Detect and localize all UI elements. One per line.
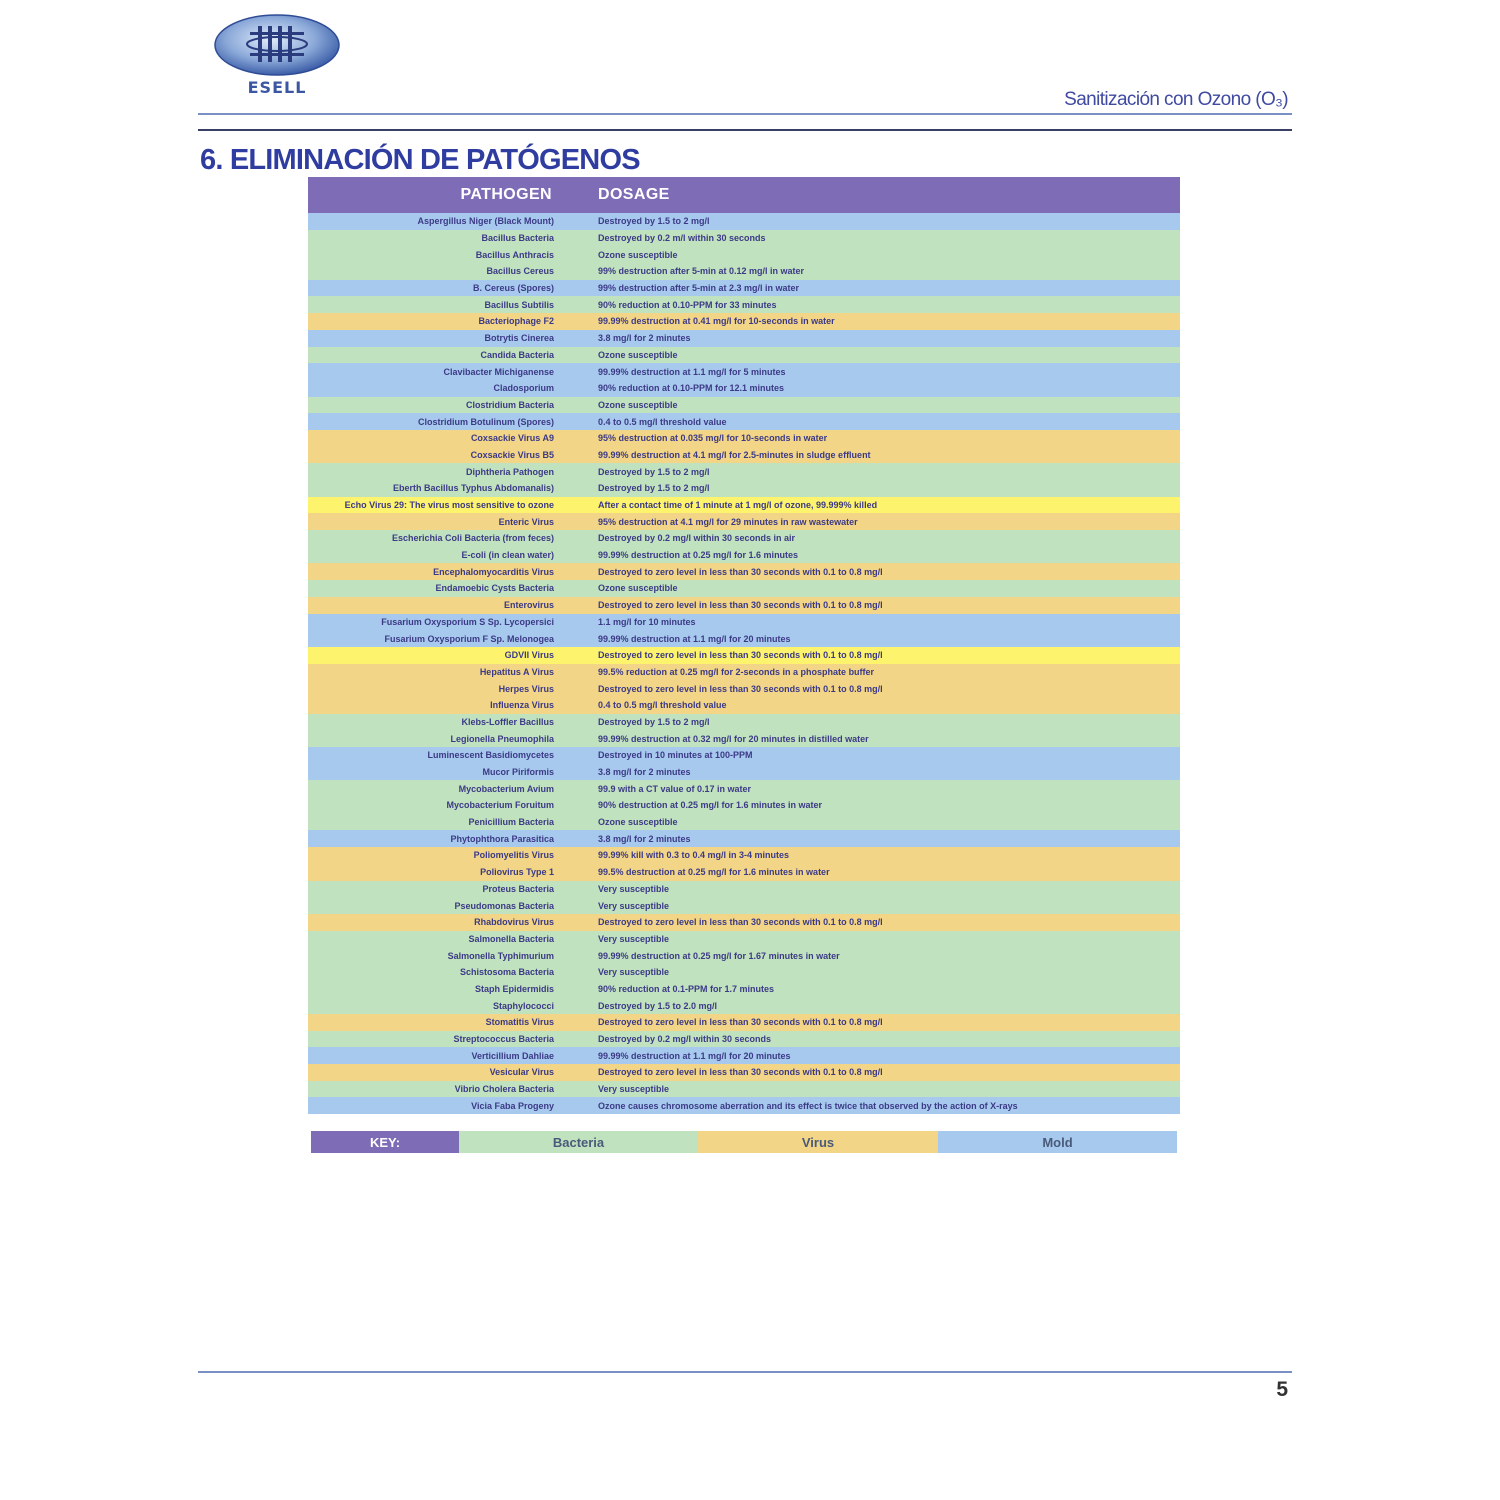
pathogen-cell: Cladosporium — [493, 383, 554, 394]
dosage-cell: 99.99% destruction at 0.25 mg/l for 1.67 minutes in water — [598, 950, 840, 961]
pathogen-cell: Fusarium Oxysporium S Sp. Lycopersici — [381, 616, 554, 627]
table-row — [308, 647, 1180, 664]
dosage-cell: 99.99% destruction at 0.25 mg/l for 1.6 minutes — [598, 550, 799, 561]
table-row — [308, 263, 1180, 280]
dosage-cell: Ozone susceptible — [598, 249, 678, 260]
pathogen-cell: Poliovirus Type 1 — [480, 867, 554, 878]
dosage-cell: 99% destruction after 5-min at 2.3 mg/l in water — [598, 283, 800, 294]
table-row — [308, 413, 1180, 430]
dosage-cell: 3.8 mg/l for 2 minutes — [598, 833, 691, 844]
table-row — [308, 1031, 1180, 1048]
pathogen-cell: Bacillus Anthracis — [475, 249, 554, 260]
pathogen-cell: Escherichia Coli Bacteria (from feces) — [391, 533, 554, 544]
section-title: 6. ELIMINACIÓN DE PATÓGENOS — [200, 144, 640, 176]
table-row — [308, 614, 1180, 631]
pathogen-cell: Candida Bacteria — [480, 349, 554, 360]
pathogen-cell: Proteus Bacteria — [482, 883, 554, 894]
key-virus: Virus — [698, 1131, 938, 1153]
table-row — [308, 947, 1180, 964]
dosage-cell: Destroyed to zero level in less than 30 seconds with 0.1 to 0.8 mg/l — [598, 566, 883, 577]
pathogen-cell: Phytophthora Parasitica — [450, 833, 554, 844]
pathogen-cell: Streptococcus Bacteria — [453, 1034, 554, 1045]
pathogen-cell: Eberth Bacillus Typhus Abdomanalis) — [392, 483, 554, 494]
pathogen-cell: Coxsackie Virus B5 — [470, 449, 554, 460]
dosage-cell: 1.1 mg/l for 10 minutes — [598, 616, 696, 627]
table-row — [308, 730, 1180, 747]
dosage-cell: Destroyed by 1.5 to 2 mg/l — [598, 716, 710, 727]
table-row — [308, 330, 1180, 347]
dosage-cell: Destroyed to zero level in less than 30 seconds with 0.1 to 0.8 mg/l — [598, 1017, 883, 1028]
dosage-cell: 99.99% destruction at 4.1 mg/l for 2.5-minutes in sludge effluent — [598, 449, 871, 460]
pathogen-cell: Rhabdovirus Virus — [474, 917, 554, 928]
pathogen-cell: Pseudomonas Bacteria — [454, 900, 554, 911]
pathogen-cell: Staph Epidermidis — [474, 983, 554, 994]
pathogen-cell: Bacillus Bacteria — [481, 233, 554, 244]
pathogen-cell: Herpes Virus — [498, 683, 554, 694]
dosage-cell: 99.99% destruction at 1.1 mg/l for 5 minutes — [598, 366, 786, 377]
pathogen-cell: Poliomyelitis Virus — [473, 850, 554, 861]
dosage-cell: 95% destruction at 4.1 mg/l for 29 minutes in raw wastewater — [598, 516, 858, 527]
table-row — [308, 397, 1180, 414]
pathogen-cell: Bacillus Cereus — [486, 266, 554, 277]
table-row — [308, 897, 1180, 914]
dosage-cell: 0.4 to 0.5 mg/l threshold value — [598, 416, 727, 427]
pathogen-cell: Fusarium Oxysporium F Sp. Melonogea — [384, 633, 554, 644]
table-header — [308, 177, 1180, 213]
pathogen-cell: Klebs-Loffler Bacillus — [461, 716, 554, 727]
table-row — [308, 814, 1180, 831]
dosage-cell: 99.9 with a CT value of 0.17 in water — [598, 783, 752, 794]
pathogen-cell: Stomatitis Virus — [485, 1017, 554, 1028]
pathogen-cell: Vesicular Virus — [489, 1067, 554, 1078]
table-body — [308, 213, 1180, 1114]
table-row — [308, 981, 1180, 998]
pathogen-cell: Aspergillus Niger (Black Mount) — [417, 216, 554, 227]
dosage-cell: 99% destruction after 5-min at 0.12 mg/l in water — [598, 266, 805, 277]
pathogen-cell: Salmonella Bacteria — [468, 933, 554, 944]
key-label: KEY: — [311, 1131, 459, 1153]
document-header-title: Sanitización con Ozono (O₃) — [1064, 89, 1288, 110]
pathogen-cell: Mucor Piriformis — [482, 767, 554, 778]
footer-divider — [198, 1371, 1292, 1373]
table-row — [308, 230, 1180, 247]
pathogen-cell: Clavibacter Michiganense — [443, 366, 554, 377]
pathogen-cell: B. Cereus (Spores) — [472, 283, 554, 294]
table-row — [308, 547, 1180, 564]
dosage-cell: Ozone causes chromosome aberration and its effect is twice that observed by the action of X-rays — [598, 1100, 1018, 1111]
column-header-dosage: DOSAGE — [598, 186, 670, 203]
dosage-cell: Destroyed by 1.5 to 2.0 mg/l — [598, 1000, 718, 1011]
table-row — [308, 1014, 1180, 1031]
table-row — [308, 280, 1180, 297]
table-row — [308, 664, 1180, 681]
table-row — [308, 881, 1180, 898]
table-row — [308, 714, 1180, 731]
table-row — [308, 697, 1180, 714]
table-row — [308, 497, 1180, 514]
table-row — [308, 513, 1180, 530]
key-mold: Mold — [938, 1131, 1177, 1153]
dosage-cell: 3.8 mg/l for 2 minutes — [598, 767, 691, 778]
dosage-cell: Very susceptible — [598, 883, 670, 894]
pathogen-cell: Legionella Pneumophila — [450, 733, 554, 744]
pathogen-cell: Bacteriophage F2 — [478, 316, 554, 327]
table-row — [308, 997, 1180, 1014]
pathogen-cell: Botrytis Cinerea — [484, 333, 554, 344]
dosage-cell: Very susceptible — [598, 933, 670, 944]
pathogen-cell: Mycobacterium Avium — [458, 783, 554, 794]
table-row — [308, 780, 1180, 797]
logo-text: ESELL — [247, 78, 307, 97]
dosage-cell: Ozone susceptible — [598, 583, 678, 594]
dosage-cell: Destroyed to zero level in less than 30 seconds with 0.1 to 0.8 mg/l — [598, 650, 883, 661]
dosage-cell: Destroyed to zero level in less than 30 seconds with 0.1 to 0.8 mg/l — [598, 1067, 883, 1078]
pathogen-cell: Staphylococci — [492, 1000, 554, 1011]
dosage-cell: 99.5% reduction at 0.25 mg/l for 2-seconds in a phosphate buffer — [598, 666, 875, 677]
table-row — [308, 213, 1180, 230]
pathogen-cell: Echo Virus 29: The virus most sensitive to ozone — [344, 500, 554, 511]
table-row — [308, 363, 1180, 380]
table-row — [308, 313, 1180, 330]
pathogen-cell: Luminescent Basidiomycetes — [427, 750, 554, 761]
dosage-cell: 99.99% destruction at 0.41 mg/l for 10-seconds in water — [598, 316, 835, 327]
dosage-cell: Destroyed in 10 minutes at 100-PPM — [598, 750, 753, 761]
pathogen-cell: Schistosoma Bacteria — [459, 967, 554, 978]
dosage-cell: Destroyed by 1.5 to 2 mg/l — [598, 466, 710, 477]
table-row — [308, 1047, 1180, 1064]
pathogen-cell: Vibrio Cholera Bacteria — [454, 1084, 554, 1095]
table-row — [308, 380, 1180, 397]
pathogen-cell: Salmonella Typhimurium — [447, 950, 554, 961]
pathogen-cell: Bacillus Subtilis — [484, 299, 554, 310]
dosage-cell: Destroyed by 0.2 m/l within 30 seconds — [598, 233, 766, 244]
dosage-cell: Very susceptible — [598, 900, 670, 911]
table-row — [308, 480, 1180, 497]
table-row — [308, 747, 1180, 764]
table-row — [308, 964, 1180, 981]
dosage-cell: Destroyed by 0.2 mg/l within 30 seconds — [598, 1034, 772, 1045]
pathogen-cell: E-coli (in clean water) — [461, 550, 554, 561]
table-row — [308, 797, 1180, 814]
pathogen-cell: Vicia Faba Progeny — [471, 1100, 554, 1111]
pathogen-cell: Enterovirus — [503, 600, 554, 611]
pathogen-cell: Encephalomyocarditis Virus — [433, 566, 554, 577]
pathogen-cell: Enteric Virus — [498, 516, 554, 527]
table-row — [308, 914, 1180, 931]
pathogen-cell: GDVII Virus — [504, 650, 554, 661]
table-row — [308, 630, 1180, 647]
pathogen-cell: Coxsackie Virus A9 — [470, 433, 554, 444]
table-row — [308, 347, 1180, 364]
dosage-cell: 95% destruction at 0.035 mg/l for 10-seconds in water — [598, 433, 828, 444]
dosage-cell: 99.99% destruction at 1.1 mg/l for 20 minutes — [598, 633, 791, 644]
dosage-cell: Destroyed by 0.2 mg/l within 30 seconds in air — [598, 533, 796, 544]
table-row — [308, 680, 1180, 697]
table-row — [308, 847, 1180, 864]
pathogen-cell: Clostridium Bacteria — [465, 399, 554, 410]
table-row — [308, 1097, 1180, 1114]
key-bacteria: Bacteria — [459, 1131, 698, 1153]
header-divider — [198, 113, 1292, 115]
dosage-cell: 90% reduction at 0.10-PPM for 12.1 minutes — [598, 383, 785, 394]
company-logo — [212, 12, 342, 98]
pathogen-cell: Verticillium Dahliae — [471, 1050, 554, 1061]
pathogen-cell: Clostridium Botulinum (Spores) — [418, 416, 554, 427]
dosage-cell: 99.99% kill with 0.3 to 0.4 mg/l in 3-4 minutes — [598, 850, 790, 861]
table-row — [308, 296, 1180, 313]
pathogen-cell: Mycobacterium Foruitum — [446, 800, 554, 811]
pathogen-cell: Hepatitus A Virus — [479, 666, 554, 677]
dosage-cell: 0.4 to 0.5 mg/l threshold value — [598, 700, 727, 711]
table-row — [308, 580, 1180, 597]
pathogen-cell: Penicillium Bacteria — [468, 817, 554, 828]
dosage-cell: 99.99% destruction at 1.1 mg/l for 20 minutes — [598, 1050, 791, 1061]
table-row — [308, 864, 1180, 881]
pathogen-cell: Influenza Virus — [490, 700, 554, 711]
color-key — [311, 1131, 1177, 1153]
table-row — [308, 764, 1180, 781]
table-row — [308, 246, 1180, 263]
table-row — [308, 563, 1180, 580]
table-row — [308, 530, 1180, 547]
table-row — [308, 931, 1180, 948]
column-header-pathogen: PATHOGEN — [460, 186, 552, 203]
dosage-cell: Destroyed by 1.5 to 2 mg/l — [598, 483, 710, 494]
header-divider-dark — [198, 129, 1292, 131]
table-row — [308, 1081, 1180, 1098]
dosage-cell: Ozone susceptible — [598, 817, 678, 828]
logo-emblem-icon — [212, 12, 342, 82]
table-row — [308, 830, 1180, 847]
dosage-cell: Ozone susceptible — [598, 399, 678, 410]
dosage-cell: 90% reduction at 0.10-PPM for 33 minutes — [598, 299, 777, 310]
dosage-cell: Very susceptible — [598, 1084, 670, 1095]
dosage-cell: Very susceptible — [598, 967, 670, 978]
dosage-cell: 99.99% destruction at 0.32 mg/l for 20 minutes in distilled water — [598, 733, 869, 744]
table-row — [308, 463, 1180, 480]
dosage-cell: Destroyed to zero level in less than 30 seconds with 0.1 to 0.8 mg/l — [598, 683, 883, 694]
table-row — [308, 597, 1180, 614]
table-row — [308, 1064, 1180, 1081]
dosage-cell: Destroyed by 1.5 to 2 mg/l — [598, 216, 710, 227]
dosage-cell: Destroyed to zero level in less than 30 seconds with 0.1 to 0.8 mg/l — [598, 600, 883, 611]
table-row — [308, 447, 1180, 464]
dosage-cell: Destroyed to zero level in less than 30 seconds with 0.1 to 0.8 mg/l — [598, 917, 883, 928]
pathogen-table — [308, 177, 1180, 1153]
dosage-cell: 90% destruction at 0.25 mg/l for 1.6 minutes in water — [598, 800, 823, 811]
dosage-cell: 99.5% destruction at 0.25 mg/l for 1.6 minutes in water — [598, 867, 830, 878]
page-number: 5 — [1276, 1378, 1288, 1401]
dosage-cell: 90% reduction at 0.1-PPM for 1.7 minutes — [598, 983, 775, 994]
dosage-cell: 3.8 mg/l for 2 minutes — [598, 333, 691, 344]
dosage-cell: Ozone susceptible — [598, 349, 678, 360]
pathogen-cell: Diphtheria Pathogen — [465, 466, 554, 477]
table-row — [308, 430, 1180, 447]
dosage-cell: After a contact time of 1 minute at 1 mg/l of ozone, 99.999% killed — [598, 500, 878, 511]
pathogen-cell: Endamoebic Cysts Bacteria — [435, 583, 554, 594]
